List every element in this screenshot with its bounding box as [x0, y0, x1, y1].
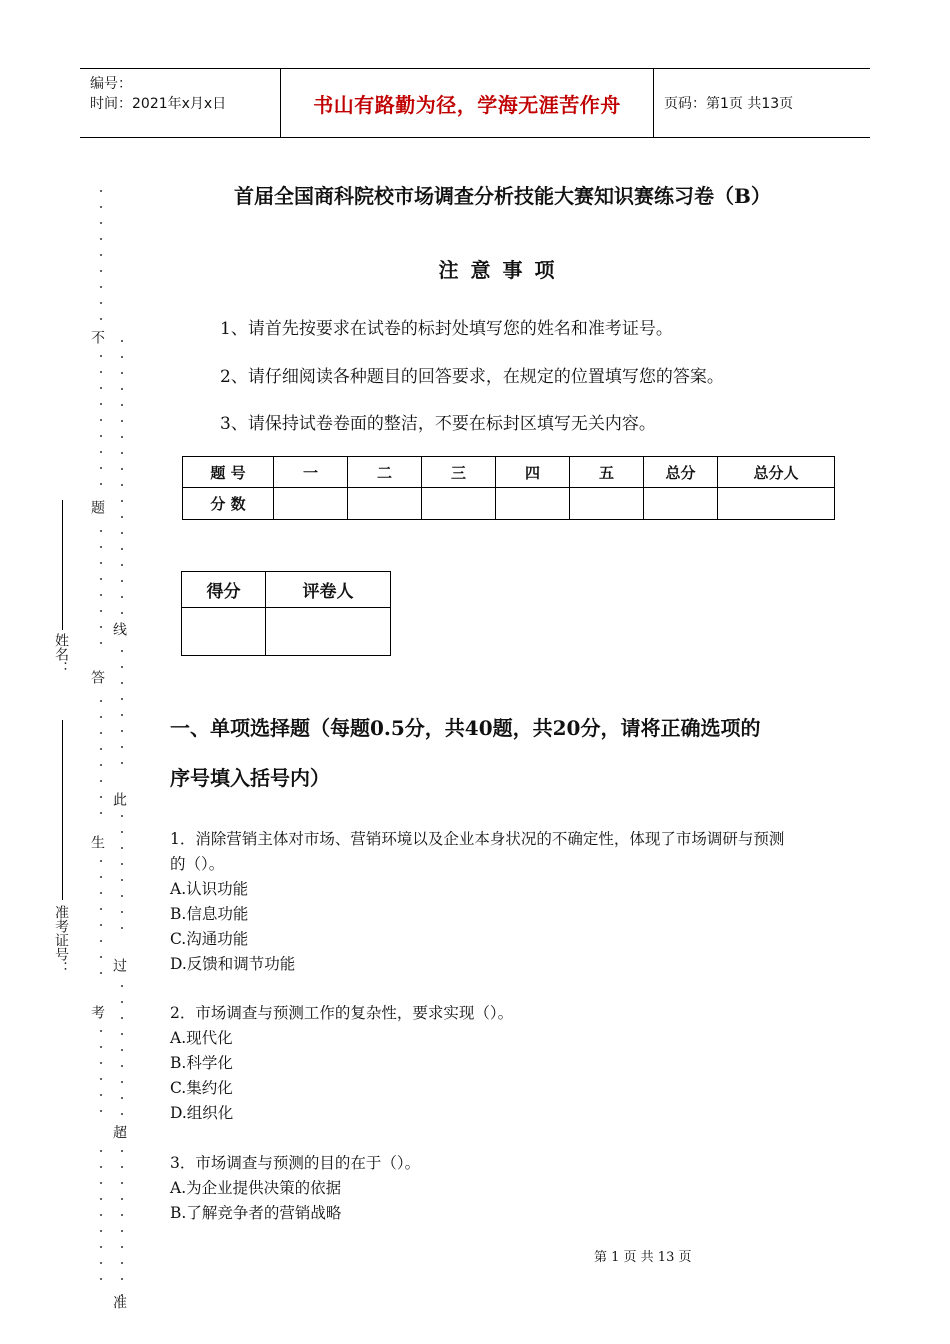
- page-header: [80, 68, 870, 138]
- warn-char: 生: [89, 835, 105, 849]
- score-cell: [644, 488, 718, 520]
- grader-name-cell: [266, 608, 391, 656]
- question-1: [170, 827, 840, 977]
- score-cell: [274, 488, 348, 520]
- warn-char: 题: [89, 500, 105, 514]
- code-label: 编号：: [90, 76, 132, 92]
- exam-title: 首届全国商科院校市场调查分析技能大赛知识赛练习卷（B）: [234, 184, 771, 208]
- seal-dots-left-7: [100, 1150, 104, 1294]
- warn-char: 过: [111, 958, 127, 972]
- question-option: A.认识功能: [170, 880, 249, 898]
- question-stem: 2．市场调查与预测工作的复杂性，要求实现（）。: [170, 1004, 514, 1022]
- seal-dots-left-2: [100, 355, 104, 499]
- score-table-header-cell: 二: [348, 457, 422, 488]
- score-table-header-row: [183, 457, 835, 488]
- score-table-header-cell: 一: [274, 457, 348, 488]
- score-cell: [718, 488, 835, 520]
- score-table-header-cell: 总分: [644, 457, 718, 488]
- seal-dots-right-4: [121, 985, 125, 1145]
- section-heading: [170, 703, 840, 803]
- warn-char: 超: [111, 1125, 127, 1139]
- question-stem: 3．市场调查与预测的目的在于（）。: [170, 1154, 421, 1172]
- grader-table-header-row: [182, 572, 391, 608]
- exam-id-label: 准考证号：: [53, 905, 69, 975]
- score-row-label: 分 数: [183, 488, 274, 520]
- time-label: 时间：2021年x月x日: [90, 96, 227, 112]
- question-option: D.组织化: [170, 1104, 234, 1122]
- score-cell: [496, 488, 570, 520]
- question-stem: 1．消除营销主体对市场、营销环境以及企业本身状况的不确定性，体现了市场调研与预测: [170, 830, 785, 848]
- seal-dots-right-3: [121, 815, 125, 943]
- question-option: C.集约化: [170, 1079, 233, 1097]
- seal-dots-left-6: [100, 1030, 104, 1126]
- grader-table-blank-row: [182, 608, 391, 656]
- notice-item: 1、请首先按要求在试卷的标封处填写您的姓名和准考证号。: [220, 319, 673, 339]
- question-option: A.现代化: [170, 1029, 233, 1047]
- notice-title: 注意事项: [438, 258, 567, 282]
- question-stem: 的（）。: [170, 855, 225, 873]
- name-label: 姓名：: [53, 633, 69, 675]
- name-underline: [62, 500, 63, 630]
- grader-name-label: 评卷人: [266, 572, 391, 608]
- score-table-score-row: [183, 488, 835, 520]
- seal-dots-left-4: [100, 700, 104, 828]
- seal-dots-right-1: [121, 340, 125, 628]
- score-table-header-cell: 五: [570, 457, 644, 488]
- question-3: [170, 1151, 840, 1226]
- score-table-header-cell: 三: [422, 457, 496, 488]
- score-table-header-cell: 总分人: [718, 457, 835, 488]
- seal-dots-left-3: [100, 530, 104, 658]
- seal-dots-right-5: [121, 1150, 125, 1310]
- page-info: 页码：第1页 共13页: [664, 96, 794, 112]
- question-option: D.反馈和调节功能: [170, 955, 296, 973]
- notice-item: 2、请仔细阅读各种题目的回答要求，在规定的位置填写您的答案。: [220, 367, 724, 387]
- section-heading-line: 一、单项选择题（每题0.5分，共40题，共20分，请将正确选项的: [170, 716, 761, 740]
- question-option: B.信息功能: [170, 905, 249, 923]
- score-cell: [422, 488, 496, 520]
- question-option: B.了解竞争者的营销战略: [170, 1204, 342, 1222]
- seal-dots-right-2: [121, 650, 125, 778]
- warn-char: 线: [111, 622, 127, 636]
- score-cell: [348, 488, 422, 520]
- seal-dots-left-1: [100, 190, 104, 334]
- warn-char: 答: [89, 670, 105, 684]
- question-option: C.沟通功能: [170, 930, 249, 948]
- warn-char: 不: [89, 330, 105, 344]
- grader-table: [181, 571, 391, 656]
- seal-dots-left-5: [100, 860, 104, 988]
- page-footer: 第 1 页 共 13 页: [594, 1250, 692, 1265]
- section-heading-line: 序号填入括号内）: [170, 766, 330, 790]
- warn-char: 此: [111, 792, 127, 806]
- grader-score-cell: [182, 608, 266, 656]
- warn-char: 准: [111, 1295, 127, 1309]
- question-option: A.为企业提供决策的依据: [170, 1179, 342, 1197]
- score-table: [182, 456, 835, 520]
- exam-id-underline: [62, 720, 63, 900]
- warn-char: 考: [89, 1005, 105, 1019]
- header-left-cell: [80, 69, 281, 137]
- score-table-header-cell: 四: [496, 457, 570, 488]
- notice-item: 3、请保持试卷卷面的整洁，不要在标封区填写无关内容。: [220, 414, 656, 434]
- question-2: [170, 1001, 840, 1126]
- header-right-cell: [654, 69, 870, 137]
- grader-score-label: 得分: [182, 572, 266, 608]
- score-table-header-cell: 题 号: [183, 457, 274, 488]
- question-option: B.科学化: [170, 1054, 233, 1072]
- motto: 书山有路勤为径，学海无涯苦作舟: [313, 92, 621, 117]
- score-cell: [570, 488, 644, 520]
- header-motto-cell: [281, 69, 654, 137]
